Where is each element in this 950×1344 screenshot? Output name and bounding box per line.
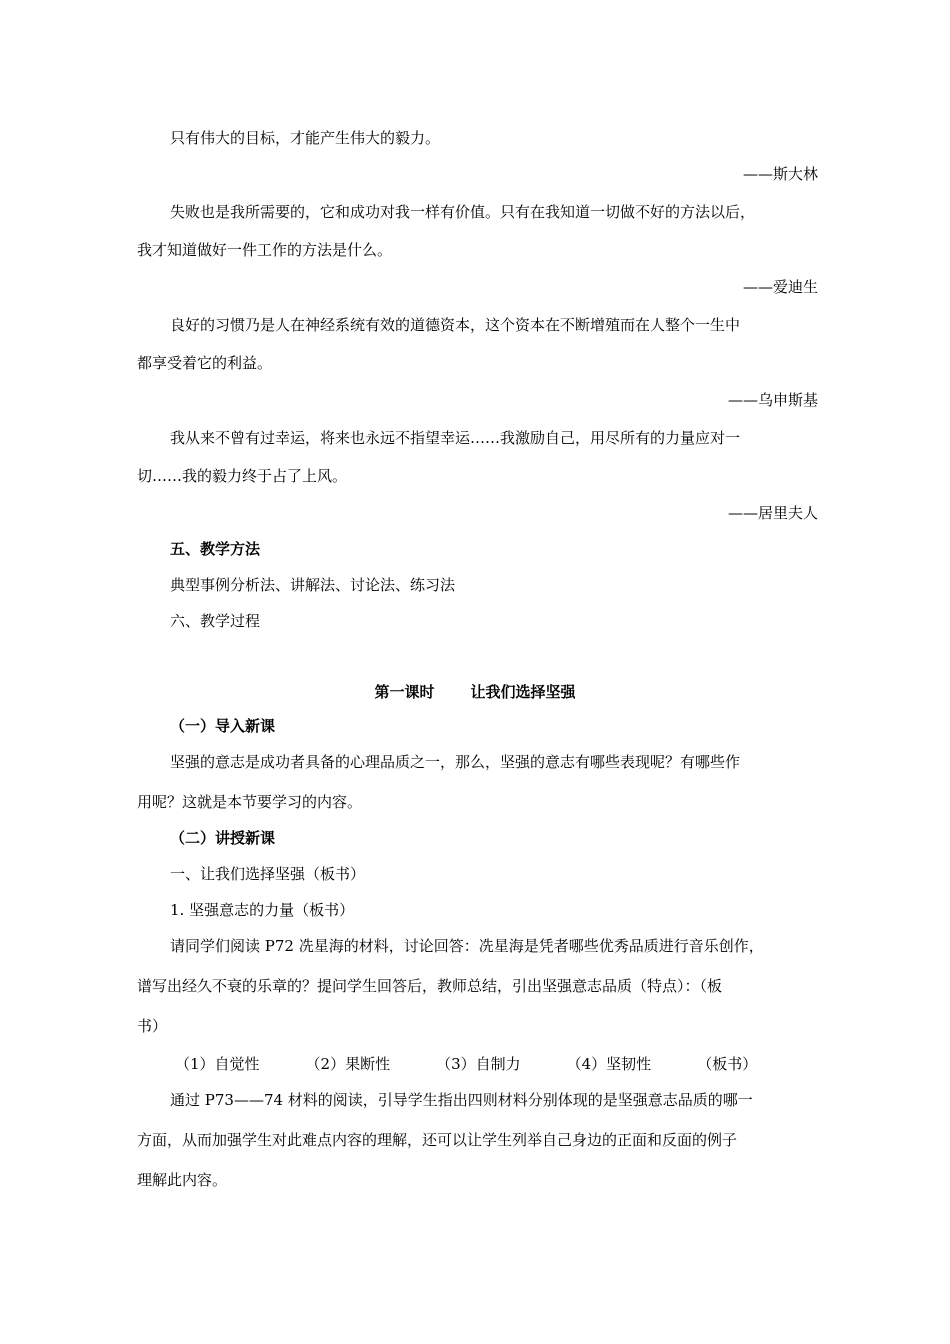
quote-3-line-2: 都享受着它的利益。: [137, 354, 273, 372]
quote-2-line-1: 失败也是我所需要的，它和成功对我一样有价值。只有在我知道一切做不好的方法以后，: [170, 203, 756, 221]
part-2-para-2-line-2: 方面，从而加强学生对此难点内容的理解，还可以让学生列举自己身边的正面和反面的例子: [137, 1131, 738, 1149]
quote-4-author: ——居里夫人: [727, 504, 818, 522]
lesson-period: 第一课时: [374, 683, 435, 701]
section-5-content: 典型事例分析法、讲解法、讨论法、练习法: [170, 576, 456, 594]
section-5-heading: 五、教学方法: [170, 540, 261, 558]
part-1-heading: （一）导入新课: [170, 717, 276, 735]
quote-4-line-2: 切……我的毅力终于占了上风。: [137, 467, 348, 485]
quote-3-line-1: 良好的习惯乃是人在神经系统有效的道德资本，这个资本在不断增殖而在人整个一生中: [170, 316, 741, 334]
part-2-para-1-line-1: 请同学们阅读 P72 冼星海的材料，讨论回答：冼星海是凭者哪些优秀品质进行音乐创作，: [170, 937, 764, 955]
quality-1: （1）自觉性: [175, 1055, 260, 1073]
part-2-para-1-line-3: 书）: [137, 1017, 168, 1035]
lesson-title: [0, 682, 950, 702]
quote-2-author: ——爱迪生: [742, 278, 818, 296]
quote-3-author: ——乌申斯基: [727, 391, 818, 409]
quote-1-author: ——斯大林: [742, 165, 818, 183]
part-2-para-2-line-3: 理解此内容。: [137, 1171, 228, 1189]
part-2-subheading: 一、让我们选择坚强（板书）: [170, 865, 366, 883]
quality-4: （4）坚韧性: [566, 1055, 652, 1073]
part-1-line-1: 坚强的意志是成功者具备的心理品质之一，那么，坚强的意志有哪些表现呢？有哪些作: [170, 753, 741, 771]
quality-2: （2）果断性: [305, 1055, 391, 1073]
quality-list: [175, 1054, 757, 1074]
quote-2-line-2: 我才知道做好一件工作的方法是什么。: [137, 241, 393, 259]
part-2-para-2-line-1: 通过 P73——74 材料的阅读，引导学生指出四则材料分别体现的是坚强意志品质的哪一: [170, 1091, 753, 1109]
quote-4-line-1: 我从来不曾有过幸运，将来也永远不指望幸运……我激励自己，用尽所有的力量应对一: [170, 429, 741, 447]
section-6-heading: 六、教学过程: [170, 612, 261, 630]
part-1-line-2: 用呢？这就是本节要学习的内容。: [137, 793, 363, 811]
part-2-heading: （二）讲授新课: [170, 829, 276, 847]
quality-board-note: （板书）: [697, 1055, 758, 1073]
quote-1-line-1: 只有伟大的目标，才能产生伟大的毅力。: [170, 129, 441, 147]
lesson-name: 让我们选择坚强: [470, 683, 576, 701]
part-2-point-1: 1. 坚强意志的力量（板书）: [170, 901, 355, 919]
quality-3: （3）自制力: [436, 1055, 521, 1073]
part-2-para-1-line-2: 谱写出经久不衰的乐章的？提问学生回答后，教师总结，引出坚强意志品质（特点）：（板: [137, 977, 723, 995]
